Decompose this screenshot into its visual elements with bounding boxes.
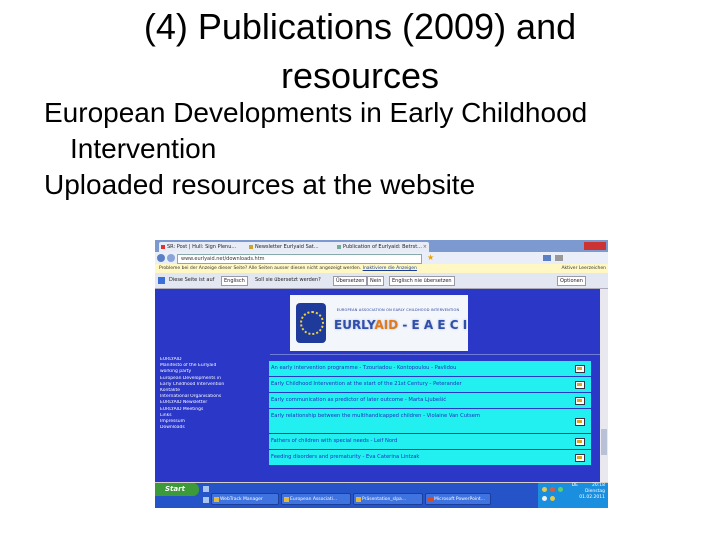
bullet-2: Uploaded resources at the website xyxy=(44,169,476,200)
download-title[interactable]: Fathers of children with special needs - Leif Nord xyxy=(271,438,398,444)
browser-tab-1[interactable] xyxy=(159,242,253,252)
site-sidebar xyxy=(157,357,253,477)
url-input[interactable]: www.eurlyaid.net/downloads.htm xyxy=(177,254,422,264)
download-row[interactable] xyxy=(269,377,591,393)
folder-icon[interactable] xyxy=(575,438,585,446)
brand-part-a: EURLY xyxy=(334,318,375,332)
no-button[interactable]: Nein xyxy=(367,276,384,286)
tray-icon[interactable] xyxy=(558,487,563,492)
download-title[interactable]: Early communication as predictor of later outcome - Marta Ljubešić xyxy=(271,397,447,403)
options-button[interactable]: Optionen xyxy=(557,276,586,286)
taskbar-item-label: WebTrack Manager xyxy=(220,497,263,502)
browser-tab-3[interactable] xyxy=(335,242,429,252)
tray-icon[interactable] xyxy=(550,487,555,492)
sidebar-item[interactable]: Manifesto of the Eurlyaid xyxy=(160,363,217,369)
page-scrollbar[interactable] xyxy=(600,289,608,482)
back-icon[interactable] xyxy=(157,254,165,262)
taskbar-item[interactable] xyxy=(281,493,351,505)
folder-icon[interactable] xyxy=(575,418,585,426)
sidebar-item[interactable]: International Organisations xyxy=(160,394,222,400)
banner-tagline: EUROPEAN ASSOCIATION ON EARLY CHILDHOOD INTERVENTION xyxy=(336,308,460,312)
sidebar-item[interactable]: Early Childhood Intervention xyxy=(160,381,225,387)
taskbar-item-label: Präsentation_slpa... xyxy=(362,497,407,502)
sidebar-item[interactable]: Impressum xyxy=(160,419,186,425)
translate-question: Soll sie übersetzt werden? xyxy=(255,277,321,283)
powerpoint-icon xyxy=(428,497,433,502)
download-row[interactable] xyxy=(269,361,591,377)
slide-title: (4) Publications (2009) and resources xyxy=(143,6,577,96)
clock-time[interactable]: 20:18 xyxy=(592,483,605,488)
bullet-1-line-1: European Developments in Early Childhood xyxy=(44,97,588,128)
browser-tab-2[interactable] xyxy=(247,242,341,252)
translate-icon xyxy=(158,277,165,284)
download-title[interactable]: An early intervention programme - Tzouriadou - Kontopoulou - Pavlidou xyxy=(271,365,457,371)
download-title[interactable]: Early Childhood Intervention at the start of the 21st Century - Peterander xyxy=(271,381,462,387)
tray-icon[interactable] xyxy=(542,487,547,492)
windows-taskbar xyxy=(155,483,608,508)
website-page xyxy=(155,289,608,482)
downloads-list xyxy=(269,357,591,482)
address-bar xyxy=(155,252,608,264)
brand-part-c: - E A E C I xyxy=(398,318,468,332)
taskbar-item[interactable] xyxy=(425,493,491,505)
bookmark-star-icon[interactable]: ★ xyxy=(427,253,435,262)
divider xyxy=(270,354,600,355)
taskbar-item-label: Microsoft PowerPoint... xyxy=(434,497,485,502)
embedded-browser-screenshot xyxy=(155,240,608,508)
folder-icon[interactable] xyxy=(575,365,585,373)
sidebar-item[interactable]: Kontakte xyxy=(160,388,180,394)
sidebar-item[interactable]: EURLYAID Meetings xyxy=(160,406,204,412)
app-icon xyxy=(284,497,289,502)
folder-icon[interactable] xyxy=(575,397,585,405)
download-row[interactable] xyxy=(269,434,591,450)
folder-icon[interactable] xyxy=(575,381,585,389)
quick-launch-icon[interactable] xyxy=(203,497,209,503)
taskbar-item-label: European Associati... xyxy=(290,497,338,502)
favicon-icon xyxy=(161,245,165,249)
tray-icon[interactable] xyxy=(542,496,547,501)
download-row[interactable] xyxy=(269,409,591,434)
system-tray xyxy=(538,483,608,508)
quick-launch-icon[interactable] xyxy=(203,486,209,492)
clock-date: 01.02.2011 xyxy=(579,495,605,500)
folder-icon[interactable] xyxy=(575,454,585,462)
info-bar-link[interactable]: Inaktiviere die Anzeigen xyxy=(362,266,417,271)
forward-icon[interactable] xyxy=(167,254,175,262)
translate-bar xyxy=(155,273,608,289)
browser-tab-strip xyxy=(155,240,608,252)
brand-part-b: AID xyxy=(374,318,399,332)
tray-icon[interactable] xyxy=(550,496,555,501)
site-banner xyxy=(290,295,468,351)
slide-bullets xyxy=(44,95,684,203)
sidebar-item[interactable]: European Developments in xyxy=(160,375,222,381)
info-bar-text: Probleme bei der Anzeige dieser Seite? Alle Seiten ausser diesen nicht angezeigt werden. xyxy=(159,266,362,271)
banner-brand xyxy=(334,317,468,333)
tab-label: Newsletter Eurlyaid Sat... xyxy=(255,244,319,250)
translate-button[interactable]: Übersetzen xyxy=(333,276,367,286)
language-indicator[interactable]: DE xyxy=(571,483,578,488)
favicon-icon xyxy=(249,245,253,249)
download-title[interactable]: Feeding disorders and prematurity - Eva Caterina Lintzak xyxy=(271,454,420,460)
taskbar-item[interactable] xyxy=(211,493,279,505)
download-row[interactable] xyxy=(269,393,591,409)
tab-label: SR: Post | Hull: Sign Plenu... xyxy=(167,244,237,250)
page-menu-icon[interactable] xyxy=(543,255,551,261)
start-button[interactable]: Start xyxy=(155,483,199,496)
download-row[interactable] xyxy=(269,450,591,466)
app-icon xyxy=(356,497,361,502)
close-icon[interactable]: × xyxy=(422,244,427,250)
tools-menu-icon[interactable] xyxy=(555,255,563,261)
eurlyaid-logo xyxy=(296,303,326,343)
language-select[interactable]: Englisch xyxy=(221,276,248,286)
translate-label: Diese Seite ist auf xyxy=(169,277,215,283)
clock-day: Dienstag xyxy=(584,489,605,494)
window-controls[interactable] xyxy=(584,242,606,250)
taskbar-item[interactable] xyxy=(353,493,423,505)
sidebar-item[interactable]: Downloads xyxy=(160,425,185,431)
scrollbar-thumb[interactable] xyxy=(601,429,607,455)
never-translate-button[interactable]: Englisch nie übersetzen xyxy=(389,276,455,286)
app-icon xyxy=(214,497,219,502)
favicon-icon xyxy=(337,245,341,249)
sidebar-item[interactable]: working party xyxy=(160,369,192,375)
sidebar-item[interactable]: EURLYAID Newsletter xyxy=(160,400,208,406)
tab-label: Publication of Eurlyaid: Betrst... xyxy=(343,244,422,250)
info-bar xyxy=(155,264,608,273)
info-bar-right[interactable]: Aktiver Leerzeichen xyxy=(561,266,606,271)
sidebar-item[interactable]: Links xyxy=(160,412,172,418)
sidebar-item[interactable]: EURLYAID xyxy=(160,357,182,362)
download-title[interactable]: Early relationship between the multihandicapped children - Violaine Van Cutsem xyxy=(271,413,481,419)
bullet-1-line-2: Intervention xyxy=(70,133,217,164)
